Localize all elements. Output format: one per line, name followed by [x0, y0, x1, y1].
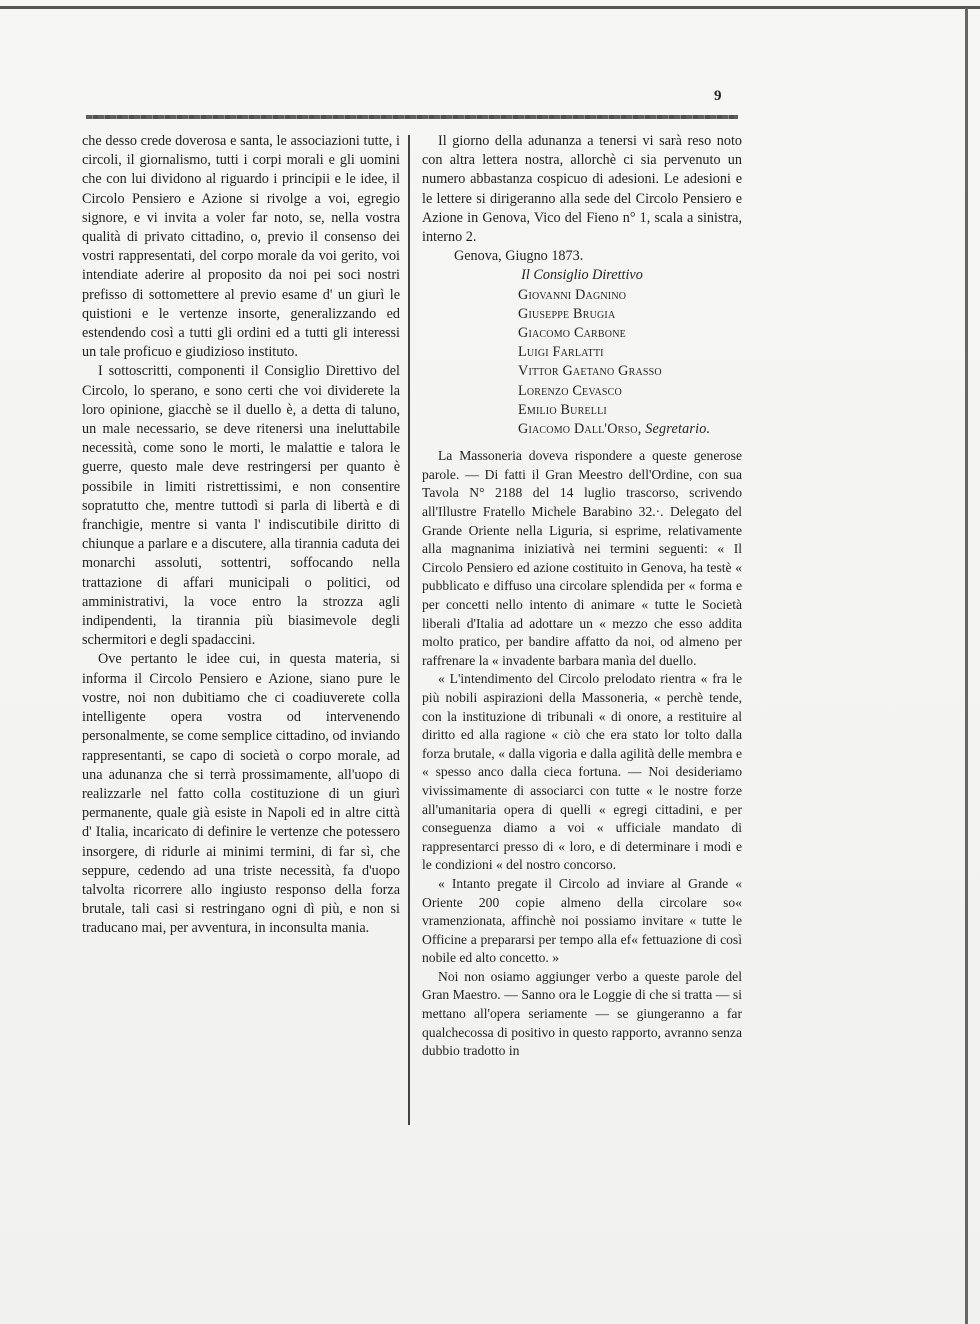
right-edge-rule: [965, 8, 968, 1324]
right-column: [422, 132, 742, 1061]
column-divider: [408, 135, 410, 1125]
left-paragraph-3: Ove pertanto le idee cui, in questa materia, si informa il Circolo Pensiero e Azione, siano pure le vostre, noi non dubitiamo che ci coadiuverete colla intelligente opera vostra od intervenendo personalmente, se come semplice cittadino, od inviando rappresentanti, se capo di società o corpo morale, ad una adunanza che si terrà prossimamente, all'uopo di realizzarle nel fatto colla costituzione di un giurì permanente, quale già esiste in Napoli ed in altre città d' Italia, incaricato di definire le vertenze che potessero insorgere, di ridurle ai minimi termini, di far sì, che seppure, cedendo ad una triste necessità, fa d'uopo talvolta ricorrere allo ingiusto responso della forza brutale, tali casi si restringano ogni dì più, e non si traducano mai, per avventura, in inconsulta mania.: [82, 651, 400, 937]
signatory-4: Luigi Farlatti: [518, 344, 604, 361]
signatories-list: [518, 286, 742, 440]
right-paragraph-4: Noi non osiamo aggiunger verbo a queste parole del Gran Maestro. — Sanno ora le Loggie di che si tratta — si mettano all'opera seriamente — se giungeranno a far qualchecossa di positivo in questo rapporto, avranno senza dubbio tradotto in: [422, 968, 742, 1059]
signatory-5: Vittor Gaetano Grasso: [518, 363, 662, 380]
secretary-role: Segretario.: [645, 421, 711, 438]
signatory-7: Emilio Burelli: [518, 401, 607, 418]
right-paragraph-2: « L'intendimento del Circolo prelodato rientra « fra le più nobili aspirazioni della Massoneria, « perchè tende, con la instituzione di tribunali « di onore, a restituire al diritto ed alla ragione « ciò che era stato lor tolto dalla forza brutale, « dalla vigoria e dalla agilità delle membra e « spesso anco dalla cieca fortuna. — Noi desideriamo vivissimamente di associarci con tutte « le nostre forze all'umanitaria opera di quelli « egregi cittadini, e per conseguenza diamo a voi « ufficiale mandato di rappresentarci presso di « loro, e di determinare i modi e le condizioni « del nostro concorso.: [422, 671, 742, 873]
dateline: Genova, Giugno 1873.: [454, 248, 584, 265]
signatory-8: Giacomo Dall'Orso,: [518, 421, 642, 438]
signatory-6: Lorenzo Cevasco: [518, 382, 622, 399]
council-title: Il Consiglio Direttivo: [521, 267, 643, 284]
signatory-2: Giuseppe Brugia: [518, 305, 616, 322]
right-paragraph-3: « Intanto pregate il Circolo ad inviare al Grande « Oriente 200 copie almeno della circolare so« vramenzionata, affinchè noi possiamo invitare « tutte le Officine a prepararsi per tempo alla ef« fettuazione di così nobile ed alto concetto. »: [422, 875, 742, 966]
signatory-8-row: [518, 420, 742, 439]
right-intro-paragraph: Il giorno della adunanza a tenersi vi sarà reso noto con altra lettera nostra, allorchè ci sia pervenuto un numero abbastanza cospicuo di adesioni. Le adesioni e le lettere si dirigeranno alla sede del Circolo Pensiero e Azione in Genova, Vico del Fieno n° 1, scala a sinistra, interno 2.: [422, 133, 742, 246]
left-paragraph-2: I sottoscritti, componenti il Consiglio Direttivo del Circolo, lo sperano, e sono certi che voi dividerete la loro opinione, giacchè se il duello è, a detta di taluno, un male necessario, se deve ritenersi una ineluttabile necessità, come sono le morti, le malattie e talora le guerre, questo male deve restringersi per quanto è possibile in limiti ristrettissimi, e non consentire sopratutto che, mentre tuttodì si parla di libertà e di franchigie, mentre si vanta l' indiscutibile diritto di chiunque a parlare e a discutere, alla tirannia caduta dei monarchi assoluti, sottentri, soffocando nella trattazione di affari municipali o politici, od amministrativi, la voce entro la strozza agli indipendenti, la tirannia più biasimevole degli schermitori e degli spadaccini.: [82, 363, 400, 649]
left-column: [82, 132, 400, 939]
page-number: 9: [714, 88, 722, 104]
right-paragraph-1: La Massoneria doveva rispondere a queste generose parole. — Di fatti il Gran Meestro dell'Ordine, con sua Tavola N° 2188 del 14 luglio trascorso, scrivendo all'Illustre Fratello Michele Barabino 32.·. Delegato del Grande Oriente nella Liguria, si esprime, relativamente alla magnanima iniziativà nei termini seguenti: « Il Circolo Pensiero ed azione costituito in Genova, ha testè « pubblicato e diffuso una circolare splendida per « forma e per concetti nello intento di animare « tutte le Società liberali d'Italia ad adottare un « mezzo che esso addita molto pratico, per bandire affatto da noi, od almeno per raffrenare la « invadente barbara manìa del duello.: [422, 448, 742, 668]
signatory-1: Giovanni Dagnino: [518, 286, 627, 303]
signatory-3: Giacomo Carbone: [518, 325, 626, 342]
header-rule: [86, 115, 738, 119]
top-edge-rule: [0, 6, 980, 9]
left-paragraph-1: che desso crede doverosa e santa, le associazioni tutte, i circoli, il giornalismo, tutti i corpi morali e gli uomini che con lui dividono al riguardo i principii e le idee, il Circolo Pensiero e Azione si rivolge a voi, egregio signore, e vi invita a voler far noto, se, nella vostra qualità di privato cittadino, o, previo il consenso dei vostri rappresentati, del corpo morale da voi gerito, voi intendiate aderire al proposito da noi pei soci nostri prefisso di sottomettere al previo esame d' un giurì le quistioni e le vertenze insorte, generalizzando ed estendendo così a tutti gli ordini ed a tutti gli interessi un tale proficuo e giudizioso instituto.: [82, 133, 400, 361]
